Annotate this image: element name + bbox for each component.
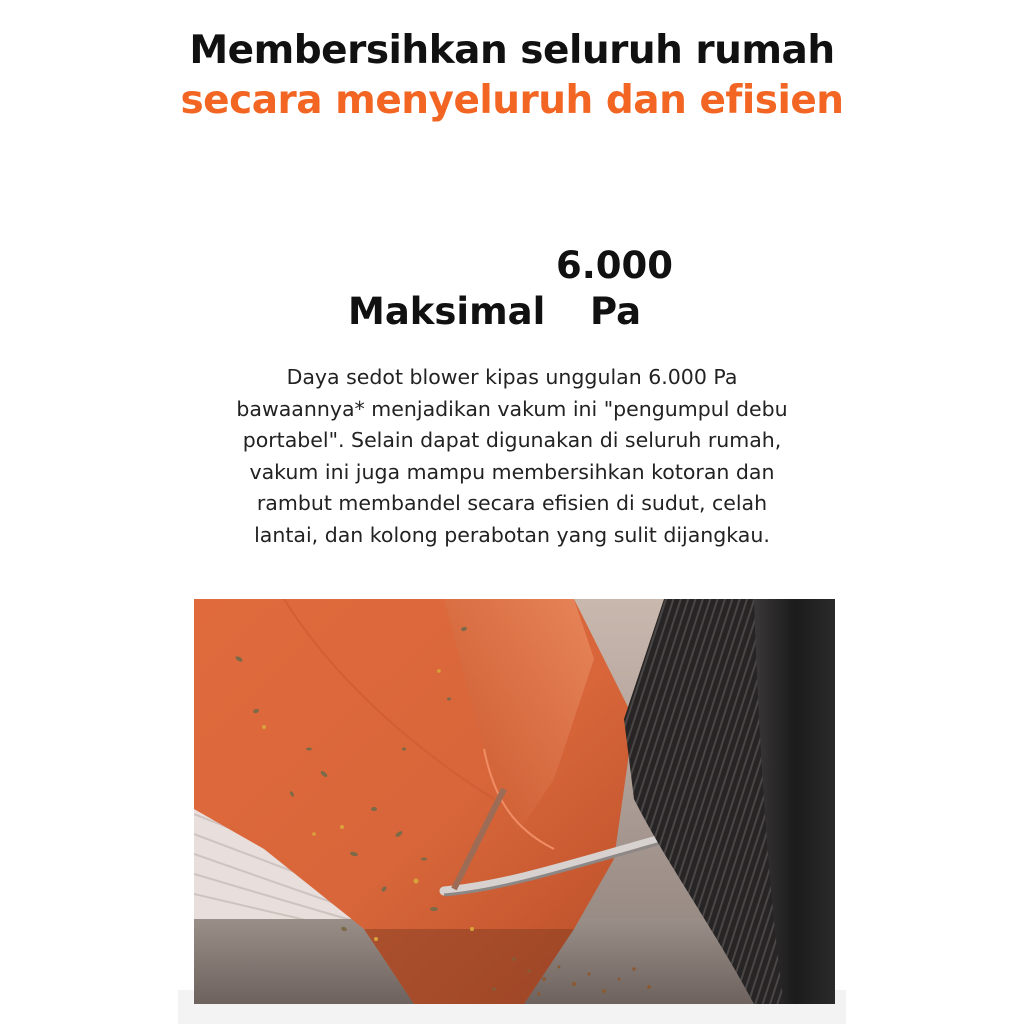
headline-line-2: secara menyeluruh dan efisien	[180, 78, 844, 123]
description-line: rambut membandel secara efisien di sudut, celah	[256, 491, 768, 516]
stat-number: 6.000	[556, 244, 674, 287]
description-line: lantai, dan kolong perabotan yang sulit dijangkau.	[254, 522, 770, 547]
description-line: vakum ini juga mampu membersihkan kotoran dan	[249, 459, 775, 484]
headline-line-1: Membersihkan seluruh rumah	[189, 28, 835, 73]
description-line: portabel". Selain dapat digunakan di seluruh rumah,	[242, 428, 782, 453]
stat-label: Maksimal	[348, 290, 546, 333]
roller-brush-illustration	[194, 599, 835, 1004]
description	[212, 362, 812, 552]
description-line: Daya sedot blower kipas unggulan 6.000 Pa	[286, 365, 738, 389]
product-photo	[194, 599, 835, 1004]
stat-unit: Pa	[590, 290, 642, 333]
description-line: bawaannya* menjadikan vakum ini "pengumpul debu	[236, 396, 788, 421]
